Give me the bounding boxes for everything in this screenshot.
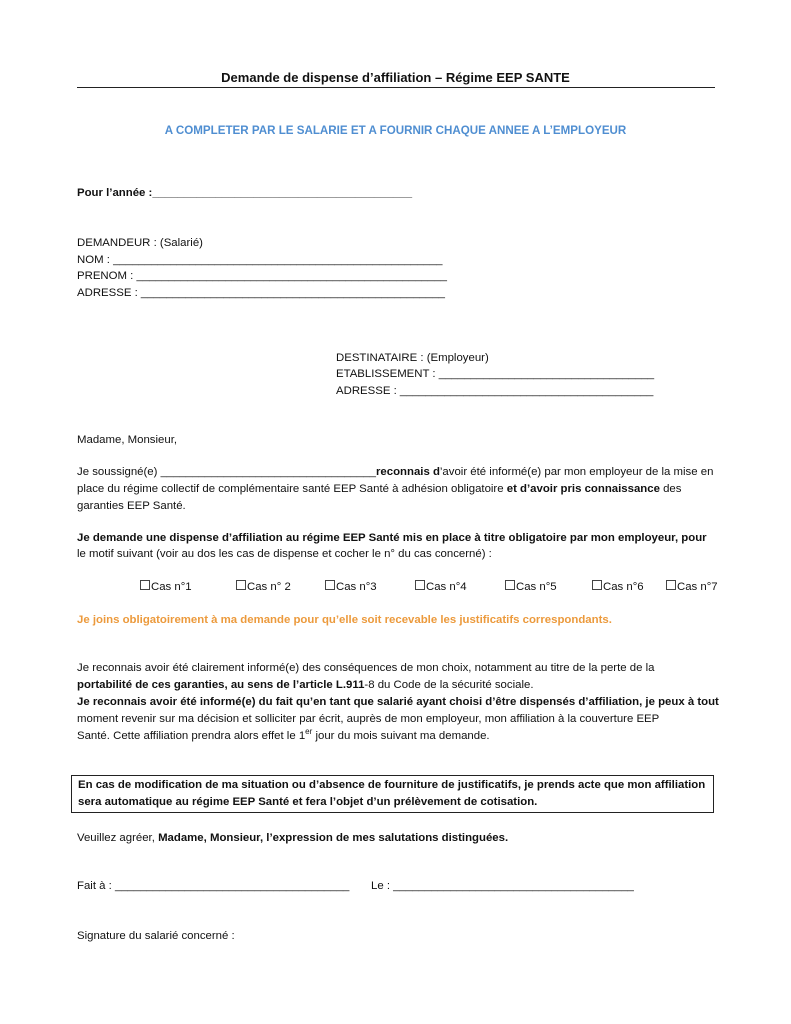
document-subtitle: A COMPLETER PAR LE SALARIE ET A FOURNIR CHAQUE ANNEE A L’EMPLOYEUR bbox=[164, 124, 627, 137]
nom-field[interactable]: NOM : ____________________________________________________ bbox=[77, 254, 443, 266]
demandeur-heading: DEMANDEUR : (Salarié) bbox=[77, 237, 203, 249]
case-4-checkbox[interactable] bbox=[415, 580, 467, 593]
portabilite-line bbox=[77, 677, 533, 694]
case-3-checkbox[interactable] bbox=[325, 580, 377, 593]
checkbox-icon[interactable] bbox=[236, 580, 246, 590]
fait-a-field[interactable]: Fait à : _____________________________________ bbox=[77, 880, 350, 892]
date-field[interactable]: Le : ______________________________________ bbox=[371, 880, 634, 892]
case-4-label: Cas n°4 bbox=[426, 581, 467, 593]
code-secu-text: -8 du Code de la sécurité sociale. bbox=[364, 679, 534, 691]
motif-text: le motif suivant (voir au dos les cas de dispense et cocher le n° du cas concerné) : bbox=[77, 548, 492, 560]
checkbox-icon[interactable] bbox=[325, 580, 335, 590]
declaration-text: ’avoir été informé(e) par mon employeur de la mise en place du régime collectif de complémentaire santé EEP Santé à adhésion obligatoire bbox=[77, 466, 714, 495]
etablissement-field[interactable]: ETABLISSEMENT : __________________________________ bbox=[336, 368, 655, 380]
salutation: Madame, Monsieur, bbox=[77, 434, 178, 446]
closing-bold: Madame, Monsieur, l’expression de mes salutations distinguées. bbox=[158, 832, 509, 844]
effet-text bbox=[77, 728, 490, 745]
case-2-checkbox[interactable] bbox=[236, 580, 291, 593]
year-blank[interactable]: _________________________________________ bbox=[152, 187, 413, 199]
portabilite-bold: portabilité de ces garanties, au sens de l’article L.911 bbox=[77, 679, 365, 691]
case-1-label: Cas n°1 bbox=[151, 581, 192, 593]
effet-text-end: jour du mois suivant ma demande. bbox=[312, 730, 490, 742]
soussigne-text: Je soussigné(e) __________ bbox=[77, 466, 224, 478]
checkbox-icon[interactable] bbox=[415, 580, 425, 590]
case-1-checkbox[interactable] bbox=[140, 580, 192, 593]
case-7-label: Cas n°7 bbox=[677, 581, 718, 593]
effet-superscript: er bbox=[305, 727, 313, 737]
checkbox-icon[interactable] bbox=[505, 580, 515, 590]
year-field[interactable] bbox=[77, 187, 412, 199]
soussigne-blank[interactable]: ________________________ bbox=[223, 466, 376, 478]
document-title: Demande de dispense d’affiliation – Régime EEP SANTE bbox=[221, 70, 570, 85]
demandeur-adresse-field[interactable]: ADRESSE : ________________________________________________ bbox=[77, 287, 446, 299]
year-label: Pour l’année : bbox=[77, 187, 153, 199]
solliciter-text: moment revenir sur ma décision et solliciter par écrit, auprès de mon employeur, mon affiliation à la couverture EEP bbox=[77, 713, 660, 725]
reconnais-bold: reconnais d bbox=[375, 466, 440, 478]
case-6-checkbox[interactable] bbox=[592, 580, 644, 593]
checkbox-icon[interactable] bbox=[140, 580, 150, 590]
destinataire-heading: DESTINATAIRE : (Employeur) bbox=[336, 352, 489, 364]
prenom-field[interactable]: PRENOM : _________________________________________________ bbox=[77, 270, 447, 282]
justificatifs-notice: Je joins obligatoirement à ma demande pour qu’elle soit recevable les justificatifs correspondants. bbox=[77, 614, 612, 626]
consequences-text: Je reconnais avoir été clairement informé(e) des conséquences de mon choix, notamment au titre de la perte de la bbox=[77, 662, 655, 674]
case-3-label: Cas n°3 bbox=[336, 581, 377, 593]
signature-label: Signature du salarié concerné : bbox=[77, 930, 235, 942]
demande-dispense-text: Je demande une dispense d’affiliation au régime EEP Santé mis en place à titre obligatoire par mon employeur, pour bbox=[77, 532, 707, 544]
closing-start: Veuillez agréer, bbox=[77, 832, 159, 844]
title-underline bbox=[77, 87, 715, 88]
checkbox-icon[interactable] bbox=[592, 580, 602, 590]
revenir-decision-bold: Je reconnais avoir été informé(e) du fait qu’en tant que salarié ayant choisi d’être dispensés d’affiliation, je peux à tout bbox=[77, 696, 719, 708]
case-5-checkbox[interactable] bbox=[505, 580, 557, 593]
checkbox-icon[interactable] bbox=[666, 580, 676, 590]
declaration-end: des garanties EEP Santé. bbox=[77, 483, 682, 512]
effet-text-start: Santé. Cette affiliation prendra alors effet le 1 bbox=[77, 730, 306, 742]
case-5-label: Cas n°5 bbox=[516, 581, 557, 593]
closing-formula bbox=[77, 830, 508, 847]
pris-connaissance-bold: et d’avoir pris connaissance bbox=[506, 483, 660, 495]
destinataire-adresse-field[interactable]: ADRESSE : ________________________________________ bbox=[336, 385, 654, 397]
declaration-paragraph bbox=[77, 464, 717, 515]
case-6-label: Cas n°6 bbox=[603, 581, 644, 593]
case-2-label: Cas n° 2 bbox=[247, 581, 291, 593]
automatic-affiliation-notice: En cas de modification de ma situation ou d’absence de fourniture de justificatifs, je prends acte que mon affiliation sera automatique au régime EEP Santé et fera l’objet d’un prélèvement de cotisation. bbox=[78, 779, 706, 808]
case-7-checkbox[interactable] bbox=[666, 580, 718, 593]
